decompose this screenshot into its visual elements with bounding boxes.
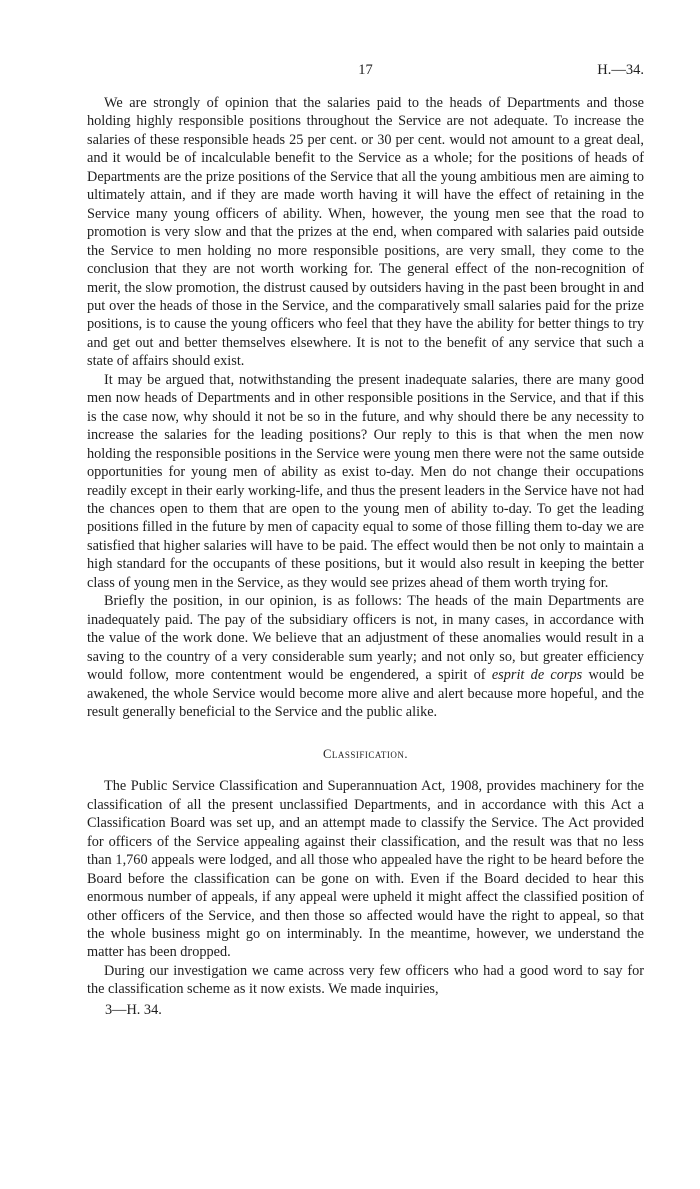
paragraph-summary-text-b: would be awakened, the whole Service would become more alive and alert because more hopeful, and the result generally beneficial to the Service and the public alike. bbox=[87, 667, 645, 720]
paragraph-summary-italic: esprit de corps bbox=[491, 667, 583, 684]
body-text bbox=[87, 94, 644, 1019]
document-reference: H.—34. bbox=[597, 62, 644, 78]
paragraph-investigation: During our investigation we came across very few officers who had a good word to say for the classification scheme as it now exists. We made inquiries, bbox=[87, 962, 644, 998]
paragraph-summary-text-a: Briefly the position, in our opinion, is as follows: The heads of the main Departments are inadequately paid. The pay of the subsidiary officers is not, in many cases, in accordance with the value of the work done. We believe that an adjustment of these anomalies would result in a saving to the country of a very considerable sum yearly; and not only so, but greater efficiency would follow, more contentment would be engendered, a spirit of bbox=[87, 593, 644, 684]
page-number: 17 bbox=[358, 62, 373, 78]
signature-mark: 3—H. 34. bbox=[105, 1001, 162, 1018]
paragraph-salaries: We are strongly of opinion that the salaries paid to the heads of Departments and those holding highly responsible positions throughout the Service are not adequate. To increase the salaries of these responsible heads 25 per cent. or 30 per cent. would not amount to a great deal, and it would be of incalculable benefit to the Service as a whole; for the positions of heads of Departments are the prize positions of the Service that all the young ambitious men are aiming to ultimately attain, and if they are made worth having it will have the effect of retaining in the Service many young officers of ability. When, however, the young men see that the road to promotion is very slow and that the prizes at the end, when compared with salaries paid outside the Service to men holding no more responsible positions, are very small, they come to the conclusion that they are not worth working for. The general effect of the non-recognition of merit, the slow promotion, the distrust caused by outsiders having in the past been brought in and put over the heads of those in the Service, and the comparatively small salaries paid for the prize positions, is to cause the young officers who feel that they have the ability for better things to try and get out and better themselves elsewhere. It is not to the benefit of any service that such a state of affairs should exist. bbox=[87, 95, 644, 370]
paragraph-argument: It may be argued that, notwithstanding the present inadequate salaries, there are many good men now heads of Departments and in other responsible positions in the Service, and that if this is the case now, why should it not be so in the future, and why should there be any necessity to increase the salaries for the leading positions? Our reply to this is that when the men now holding the responsible positions in the Service were young men there were not the same outside opportunities for young men of ability as exist to-day. Men do not change their occupations readily except in their early working-life, and thus the present leaders in the Service have not had the chances open to them that are open to the young men of ability to-day. To get the leading positions filled in the future by men of capacity equal to some of those filling them to-day we are satisfied that higher salaries will have to be paid. The effect would then be not only to maintain a high standard for the occupants of these positions, but it would also result in keeping the better class of young men in the Service, as they would see prizes ahead of them worth trying for. bbox=[87, 371, 644, 591]
section-heading-classification: Classification. bbox=[322, 747, 409, 762]
page-header bbox=[87, 60, 644, 80]
paragraph-classification-act: The Public Service Classification and Superannuation Act, 1908, provides machinery for the classification of all the present unclassified Departments, and in accordance with this Act a Classification Board was set up, and an attempt made to classify the Service. The Act provided for officers of the Service appealing against their classification, and the result was that no less than 1,760 appeals were lodged, and all those who appealed have the right to be heard before the Board before the classification can be gone on with. Even if the Board decided to hear this enormous number of appeals, if any appeal were upheld it might affect the classified position of other officers of the Service, and then those so affected would have the right to appeal, so that the whole business might go on interminably. In the meantime, however, we understand the matter has been dropped. bbox=[87, 778, 644, 961]
paragraph-summary bbox=[87, 592, 644, 721]
document-page bbox=[87, 60, 644, 1019]
